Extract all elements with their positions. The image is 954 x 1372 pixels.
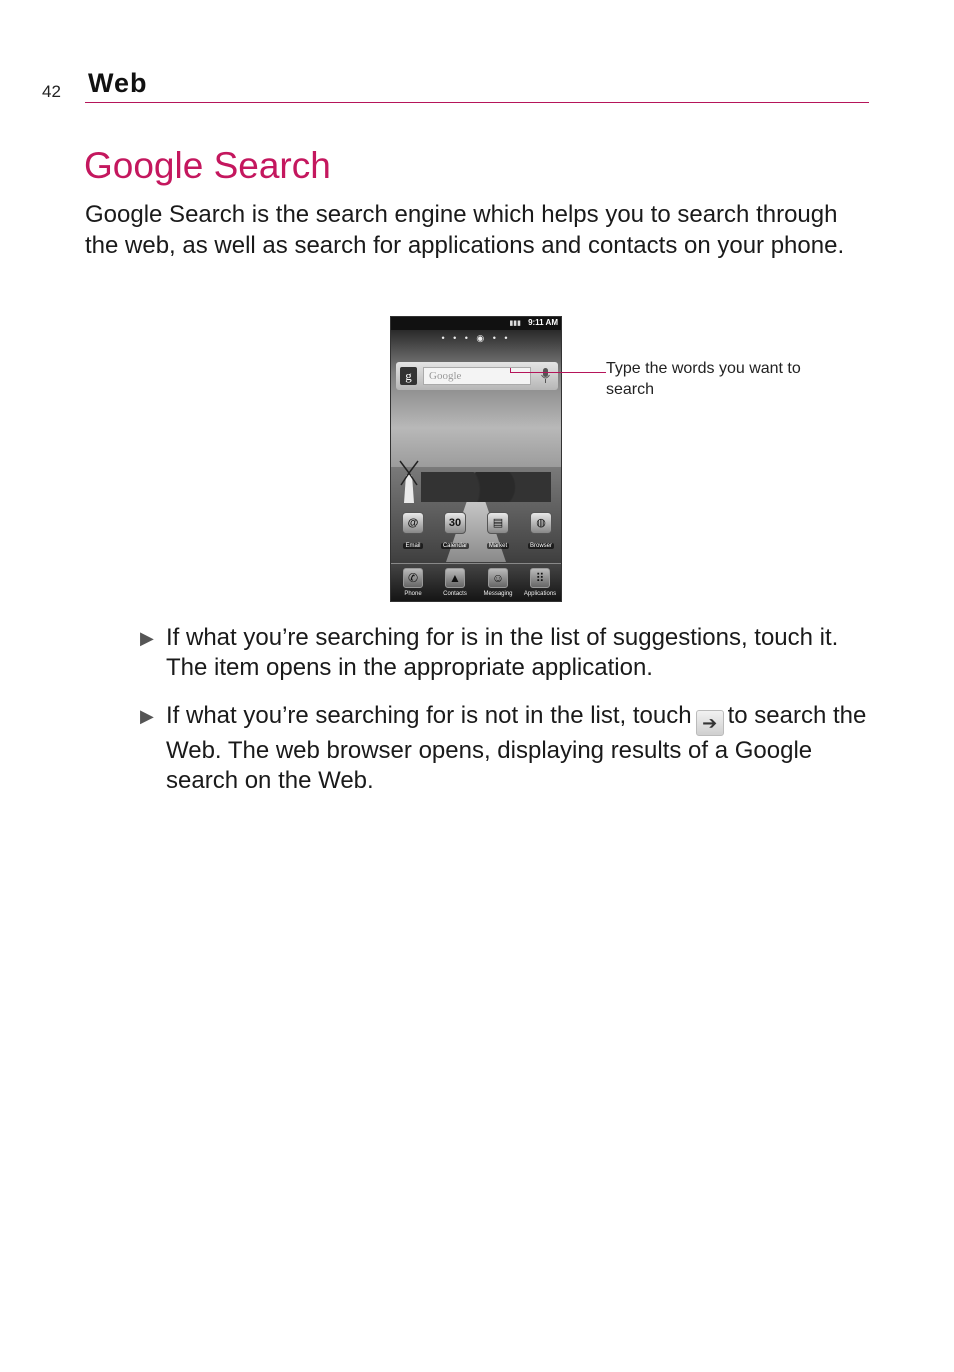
phone-icon: ✆ xyxy=(403,568,423,588)
page-title: Google Search xyxy=(84,145,331,186)
app-browser[interactable] xyxy=(523,512,559,552)
phone-screenshot xyxy=(390,316,562,602)
page-number: 42 xyxy=(42,82,61,101)
status-bar xyxy=(391,317,561,330)
dock-label: Contacts xyxy=(443,591,467,597)
bullet-arrow-icon: ▶ xyxy=(140,706,154,726)
dock-messaging[interactable] xyxy=(477,568,519,597)
dock-applications[interactable] xyxy=(519,568,561,597)
market-icon: ▤ xyxy=(487,512,509,534)
contacts-icon: ▲ xyxy=(445,568,465,588)
bullet-text: to search the Web. The web browser opens, displaying results of a Google search on the Web. xyxy=(166,702,867,794)
messaging-icon: ☺ xyxy=(488,568,508,588)
app-market[interactable] xyxy=(480,512,516,552)
browser-icon: ◍ xyxy=(530,512,552,534)
bullet-text: If what you’re searching for is not in the list, touch xyxy=(166,702,692,729)
dock-phone[interactable] xyxy=(392,568,434,597)
app-label: Browser xyxy=(529,543,552,549)
google-search-widget[interactable] xyxy=(396,362,558,390)
mic-icon[interactable] xyxy=(541,368,550,384)
header-rule xyxy=(85,102,869,103)
google-icon: g xyxy=(400,367,417,385)
instruction-list xyxy=(140,623,870,814)
list-item xyxy=(140,701,870,796)
page-indicator: • • • ◉ • • xyxy=(441,333,511,343)
bullet-arrow-icon: ▶ xyxy=(140,628,154,648)
go-arrow-icon: ➔ xyxy=(696,710,724,736)
intro-paragraph: Google Search is the search engine which helps you to search through the web, as well as search for applications and contacts on your phone. xyxy=(85,201,845,259)
app-email[interactable] xyxy=(395,512,431,552)
callout-line xyxy=(510,372,606,373)
app-calendar[interactable] xyxy=(437,512,473,552)
wallpaper-trees xyxy=(421,472,551,502)
dock-label: Phone xyxy=(404,591,422,597)
section-header: Web xyxy=(88,68,148,98)
email-icon: @ xyxy=(402,512,424,534)
list-item xyxy=(140,623,870,683)
callout-text: Type the words you want to search xyxy=(606,360,801,398)
dock-contacts[interactable] xyxy=(434,568,476,597)
bullet-text: If what you’re searching for is in the list of suggestions, touch it. The item opens in the appropriate application. xyxy=(166,624,839,681)
windmill-icon xyxy=(399,457,419,503)
dock xyxy=(391,563,561,602)
app-row xyxy=(391,512,561,556)
callout-tick xyxy=(510,368,511,373)
app-label: Market xyxy=(488,543,508,549)
calendar-icon: 30 xyxy=(444,512,466,534)
dock-label: Messaging xyxy=(483,591,513,597)
search-input[interactable]: Google xyxy=(423,367,531,385)
applications-icon: ⠿ xyxy=(530,568,550,588)
dock-label: Applications xyxy=(523,591,557,597)
app-label: Email xyxy=(405,543,421,549)
status-time: 9:11 AM xyxy=(528,318,558,327)
app-label: Calendar xyxy=(442,543,468,549)
signal-icon: ▮▮▮ xyxy=(509,320,521,327)
wallpaper-sky xyxy=(391,330,561,470)
